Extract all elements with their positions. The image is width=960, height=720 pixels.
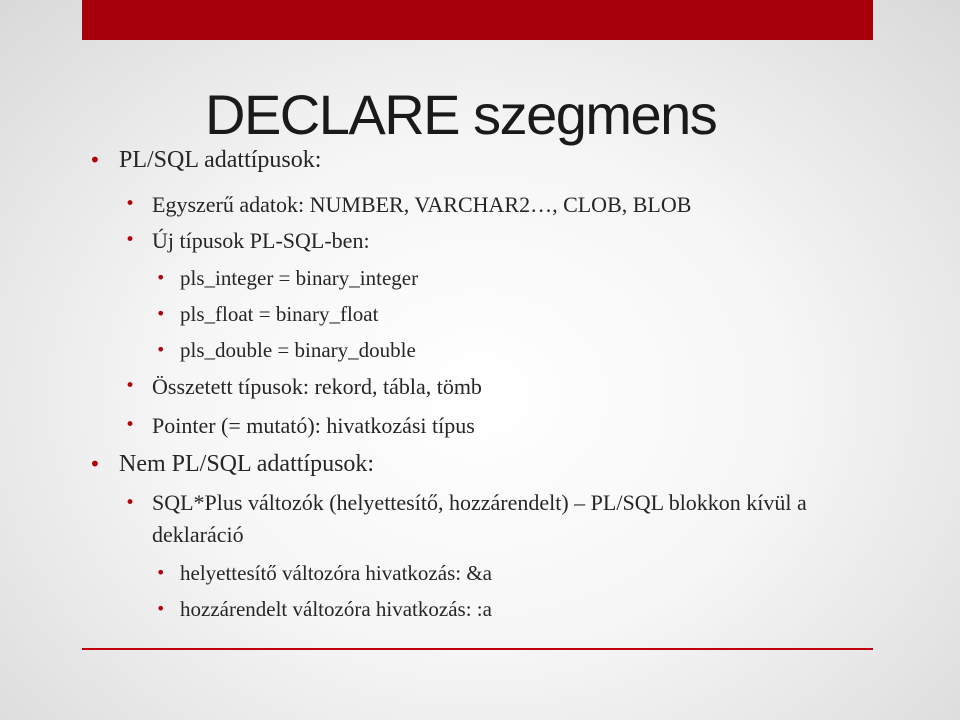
list-item-text: pls_double = binary_double [180, 338, 416, 362]
list-item-text: Nem PL/SQL adattípusok: [119, 451, 375, 477]
list-item-text: Pointer (= mutató): hivatkozási típus [152, 413, 475, 438]
list-item [82, 337, 882, 363]
bullet-icon: • [125, 415, 136, 435]
list-item-text: pls_float = binary_float [180, 302, 379, 326]
bullet-icon: • [125, 376, 136, 396]
bullet-icon: • [89, 452, 101, 476]
slide-title: DECLARE szegmens [205, 83, 717, 146]
bullet-icon: • [156, 340, 166, 359]
list-item-text: Összetett típusok: rekord, tábla, tömb [152, 374, 482, 399]
list-item [82, 412, 882, 439]
list-item [82, 487, 882, 551]
bullet-icon: • [125, 230, 136, 250]
list-item-text: SQL*Plus változók (helyettesítő, hozzárendelt) – PL/SQL blokkon kívül a deklaráció [152, 490, 807, 547]
bullet-list [82, 146, 882, 622]
list-item [82, 265, 882, 291]
bullet-icon: • [125, 194, 136, 214]
header-accent-bar [82, 0, 873, 40]
list-item [82, 450, 882, 478]
bullet-icon: • [156, 563, 166, 582]
bullet-icon: • [89, 148, 101, 172]
list-item-text: Új típusok PL-SQL-ben: [152, 228, 370, 253]
bullet-icon: • [125, 493, 136, 513]
list-item [82, 373, 882, 400]
list-item-text: pls_integer = binary_integer [180, 266, 419, 290]
list-item [82, 301, 882, 327]
list-item-text: PL/SQL adattípusok: [119, 147, 322, 173]
list-item [82, 596, 882, 622]
bullet-icon: • [156, 268, 166, 287]
list-item [82, 191, 882, 218]
list-item-text: Egyszerű adatok: NUMBER, VARCHAR2…, CLOB, BLOB [152, 192, 692, 217]
list-item-text: hozzárendelt változóra hivatkozás: :a [180, 597, 492, 621]
bullet-icon: • [156, 599, 166, 618]
list-item [82, 560, 882, 586]
list-item [82, 146, 882, 174]
bullet-icon: • [156, 304, 166, 323]
list-item-text: helyettesítő változóra hivatkozás: &a [180, 561, 492, 585]
list-item [82, 227, 882, 254]
footer-divider [82, 648, 873, 650]
